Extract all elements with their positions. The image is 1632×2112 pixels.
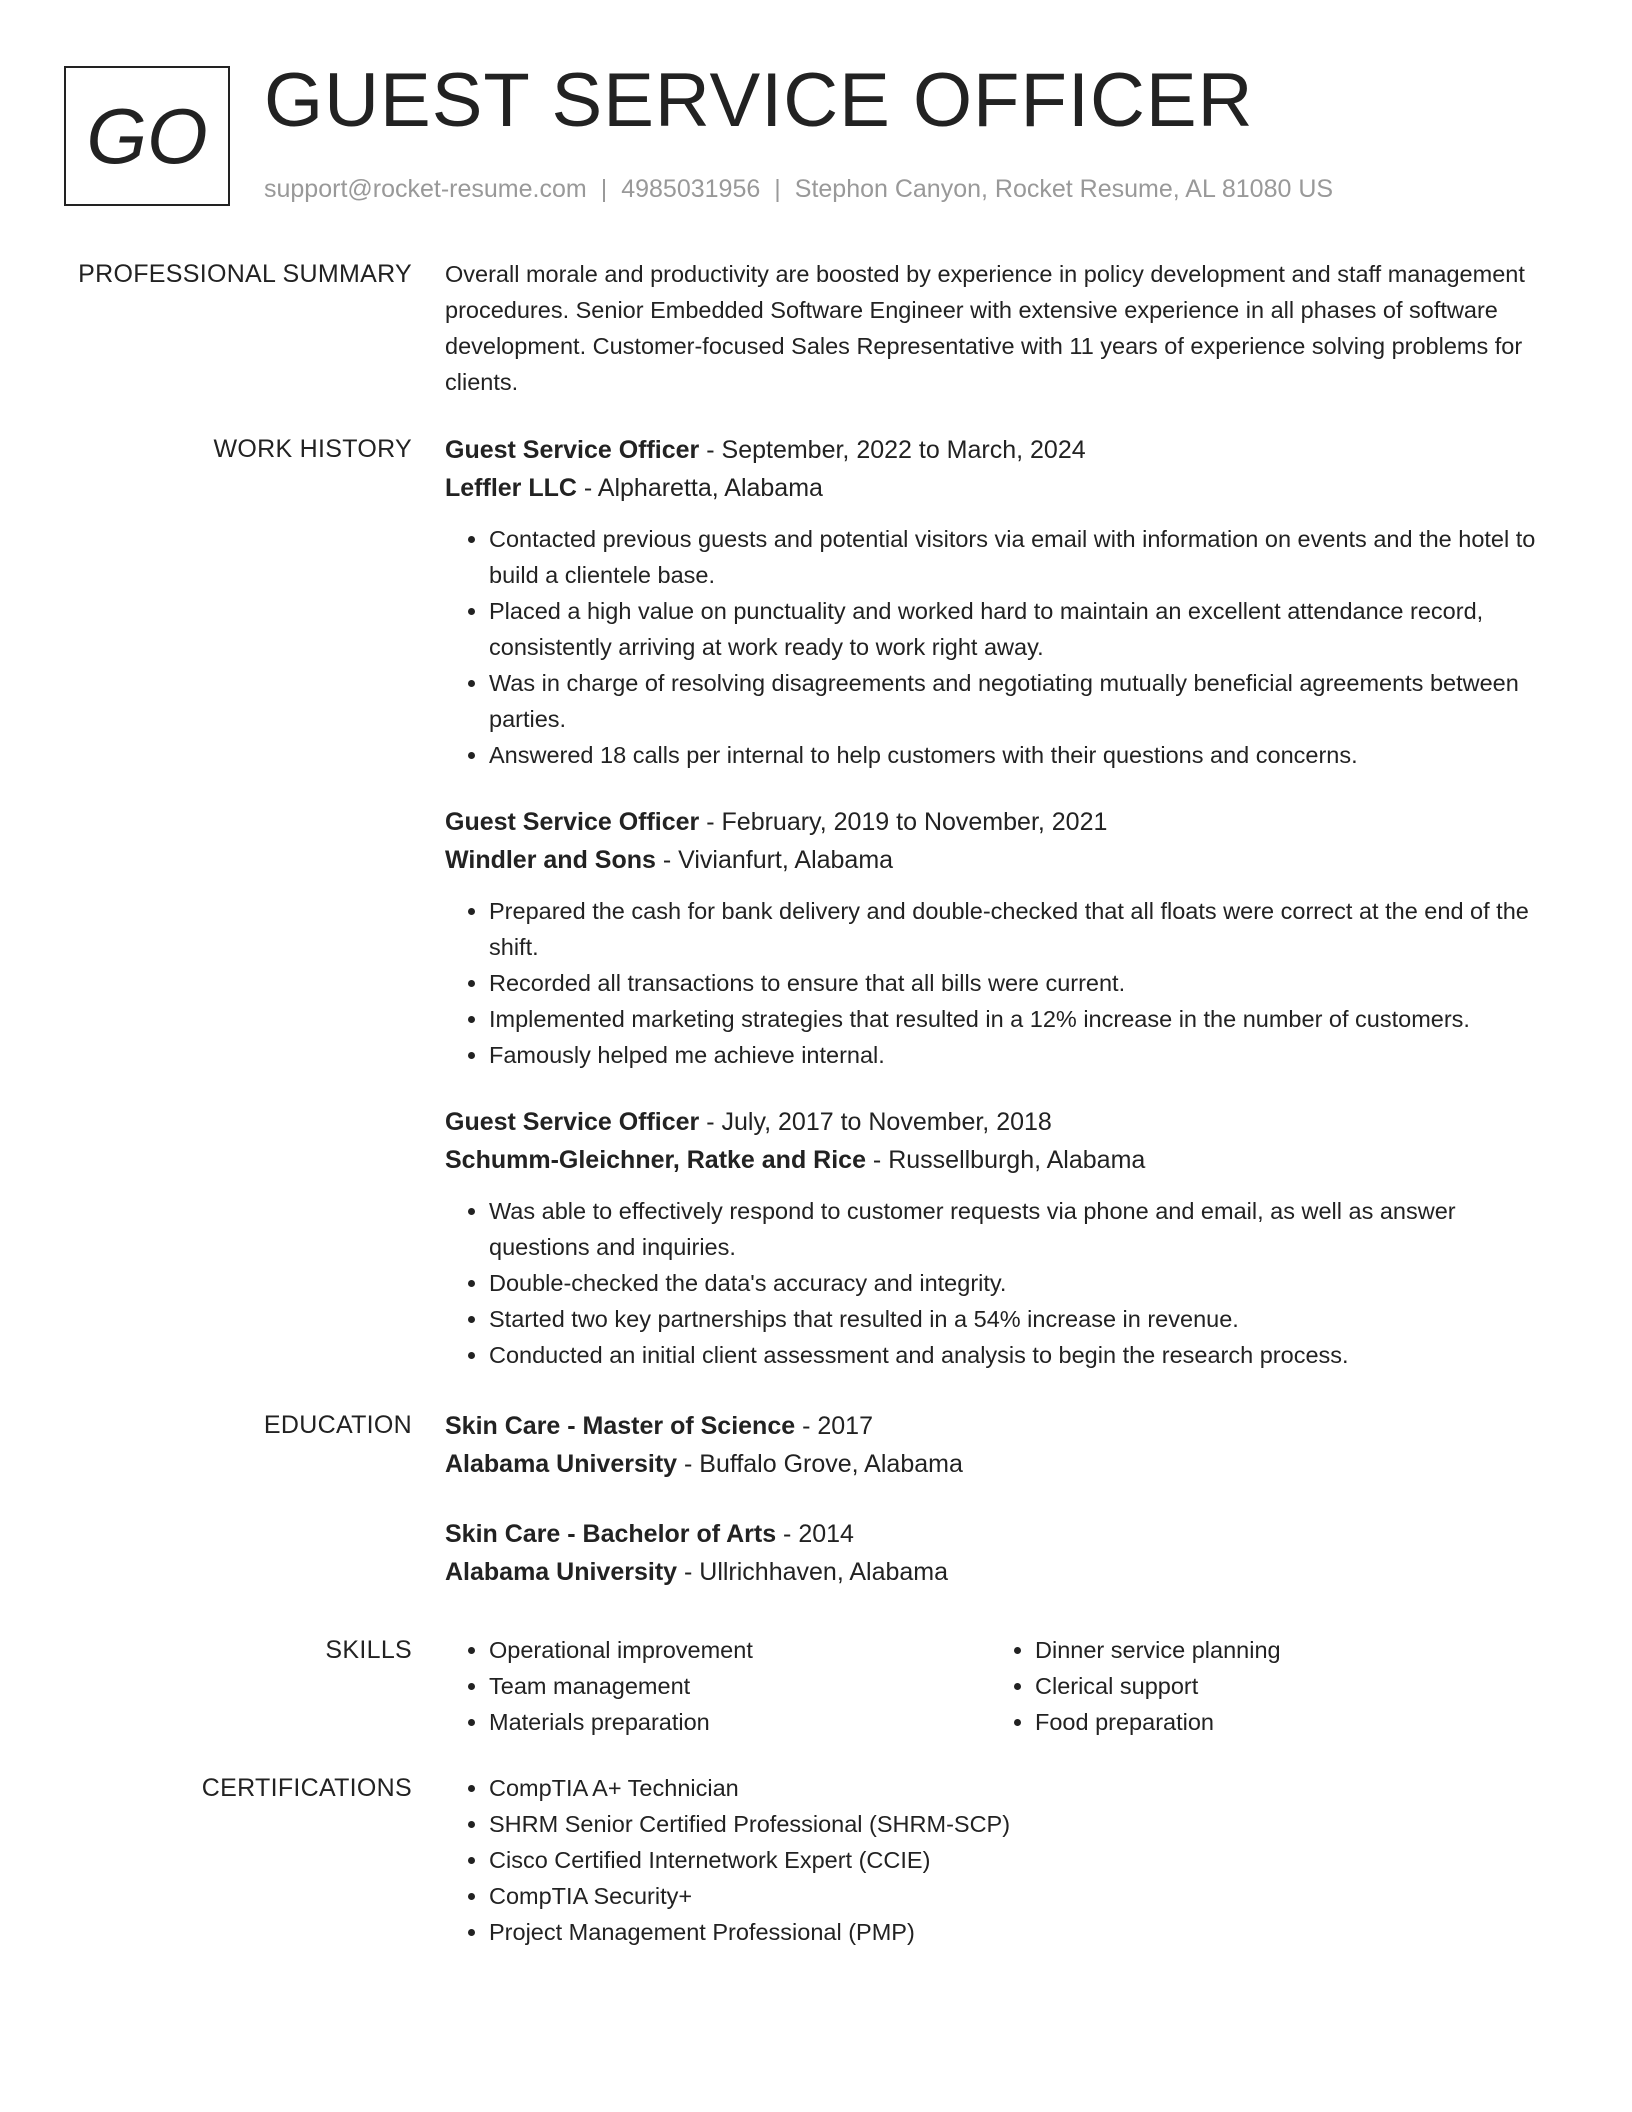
- education-entry: [445, 1515, 1555, 1591]
- job-company: Schumm-Gleichner, Ratke and Rice: [445, 1146, 866, 1174]
- job-title: Guest Service Officer: [445, 808, 700, 836]
- job-bullet: • Was able to effectively respond to customer requests via phone and email, as well as answer questions and inquiries.: [489, 1193, 1555, 1265]
- contact-phone: 4985031956: [621, 175, 761, 203]
- job-bullets: [445, 1193, 1555, 1373]
- education-degree: Skin Care - Master of Science: [445, 1412, 796, 1440]
- education-school-line: [445, 1445, 1555, 1483]
- job-bullet: • Started two key partnerships that resulted in a 54% increase in revenue.: [489, 1301, 1555, 1337]
- job-company: Leffler LLC: [445, 474, 577, 502]
- contact-line: [264, 172, 1333, 206]
- job-bullet: • Prepared the cash for bank delivery and double-checked that all floats were correct at the end of the shift.: [489, 893, 1555, 965]
- section-label-summary: PROFESSIONAL SUMMARY: [78, 260, 412, 288]
- certification-item: • Project Management Professional (PMP): [489, 1914, 1555, 1950]
- contact-separator: |: [774, 175, 781, 203]
- skill-item: • Food preparation: [1035, 1704, 1537, 1740]
- education-school: Alabama University: [445, 1558, 678, 1586]
- page-title: GUEST SERVICE OFFICER: [264, 58, 1254, 143]
- contact-address: Stephon Canyon, Rocket Resume, AL 81080 US: [794, 175, 1334, 203]
- contact-separator: |: [600, 175, 608, 203]
- job-title: Guest Service Officer: [445, 1108, 700, 1136]
- job-bullet: • Double-checked the data's accuracy and integrity.: [489, 1265, 1555, 1301]
- job-entry: [445, 431, 1555, 773]
- job-company: Windler and Sons: [445, 846, 656, 874]
- education-location: - Buffalo Grove, Alabama: [677, 1450, 963, 1478]
- education-school: Alabama University: [445, 1450, 678, 1478]
- summary-text: Overall morale and productivity are boosted by experience in policy development and staff management procedures. Senior Embedded Software Engineer with extensive experience in all phases of software development. Customer-focused Sales Representative with 11 years of experience solving problems for clients.: [445, 261, 1525, 395]
- job-company-line: [445, 841, 1555, 879]
- job-title-line: [445, 431, 1555, 469]
- certification-item: • CompTIA A+ Technician: [489, 1770, 1555, 1806]
- job-company-line: [445, 469, 1555, 507]
- job-title-line: [445, 803, 1555, 841]
- job-bullets: [445, 893, 1555, 1073]
- education-degree-line: [445, 1515, 1555, 1553]
- job-entry: [445, 1103, 1555, 1373]
- certifications-list: [445, 1770, 1555, 1950]
- certification-item: • SHRM Senior Certified Professional (SHRM-SCP): [489, 1806, 1555, 1842]
- skill-item: • Dinner service planning: [1035, 1632, 1537, 1668]
- job-bullets: [445, 521, 1555, 773]
- job-bullet: • Recorded all transactions to ensure that all bills were current.: [489, 965, 1555, 1001]
- skill-item: • Clerical support: [1035, 1668, 1537, 1704]
- section-label-certifications: CERTIFICATIONS: [201, 1774, 412, 1802]
- skill-item: • Operational improvement: [489, 1632, 991, 1668]
- job-bullet: • Was in charge of resolving disagreements and negotiating mutually beneficial agreements between parties.: [489, 665, 1555, 737]
- skills-column: [991, 1632, 1537, 1740]
- section-label-work-history: WORK HISTORY: [213, 435, 412, 463]
- job-bullet: • Famously helped me achieve internal.: [489, 1037, 1555, 1073]
- monogram-badge: GO: [64, 66, 230, 206]
- section-label-skills: SKILLS: [325, 1636, 412, 1664]
- certification-item: • Cisco Certified Internetwork Expert (CCIE): [489, 1842, 1555, 1878]
- education-entry: [445, 1407, 1555, 1483]
- education-year: - 2014: [776, 1520, 854, 1548]
- job-bullet: • Answered 18 calls per internal to help customers with their questions and concerns.: [489, 737, 1555, 773]
- job-dates: - September, 2022 to March, 2024: [699, 436, 1086, 464]
- job-bullet: • Conducted an initial client assessment and analysis to begin the research process.: [489, 1337, 1555, 1373]
- job-title-line: [445, 1103, 1555, 1141]
- job-bullet: • Contacted previous guests and potential visitors via email with information on events and the hotel to build a clientele base.: [489, 521, 1555, 593]
- job-location: - Alpharetta, Alabama: [576, 474, 823, 502]
- certification-item: • CompTIA Security+: [489, 1878, 1555, 1914]
- skills-grid: [445, 1632, 1555, 1740]
- skills-column: [445, 1632, 991, 1740]
- job-location: - Vivianfurt, Alabama: [655, 846, 894, 874]
- education-year: - 2017: [795, 1412, 873, 1440]
- contact-email: support@rocket-resume.com: [264, 175, 587, 203]
- education-school-line: [445, 1553, 1555, 1591]
- education-degree-line: [445, 1407, 1555, 1445]
- education-location: - Ullrichhaven, Alabama: [677, 1558, 949, 1586]
- skill-item: • Materials preparation: [489, 1704, 991, 1740]
- job-company-line: [445, 1141, 1555, 1179]
- education-degree: Skin Care - Bachelor of Arts: [445, 1520, 777, 1548]
- skill-item: • Team management: [489, 1668, 991, 1704]
- job-title: Guest Service Officer: [445, 436, 700, 464]
- job-bullet: • Implemented marketing strategies that resulted in a 12% increase in the number of customers.: [489, 1001, 1555, 1037]
- job-bullet: • Placed a high value on punctuality and worked hard to maintain an excellent attendance record, consistently arriving at work ready to work right away.: [489, 593, 1555, 665]
- job-entry: [445, 803, 1555, 1073]
- job-dates: - July, 2017 to November, 2018: [699, 1108, 1052, 1136]
- job-location: - Russellburgh, Alabama: [865, 1146, 1146, 1174]
- job-dates: - February, 2019 to November, 2021: [699, 808, 1108, 836]
- section-label-education: EDUCATION: [263, 1411, 412, 1439]
